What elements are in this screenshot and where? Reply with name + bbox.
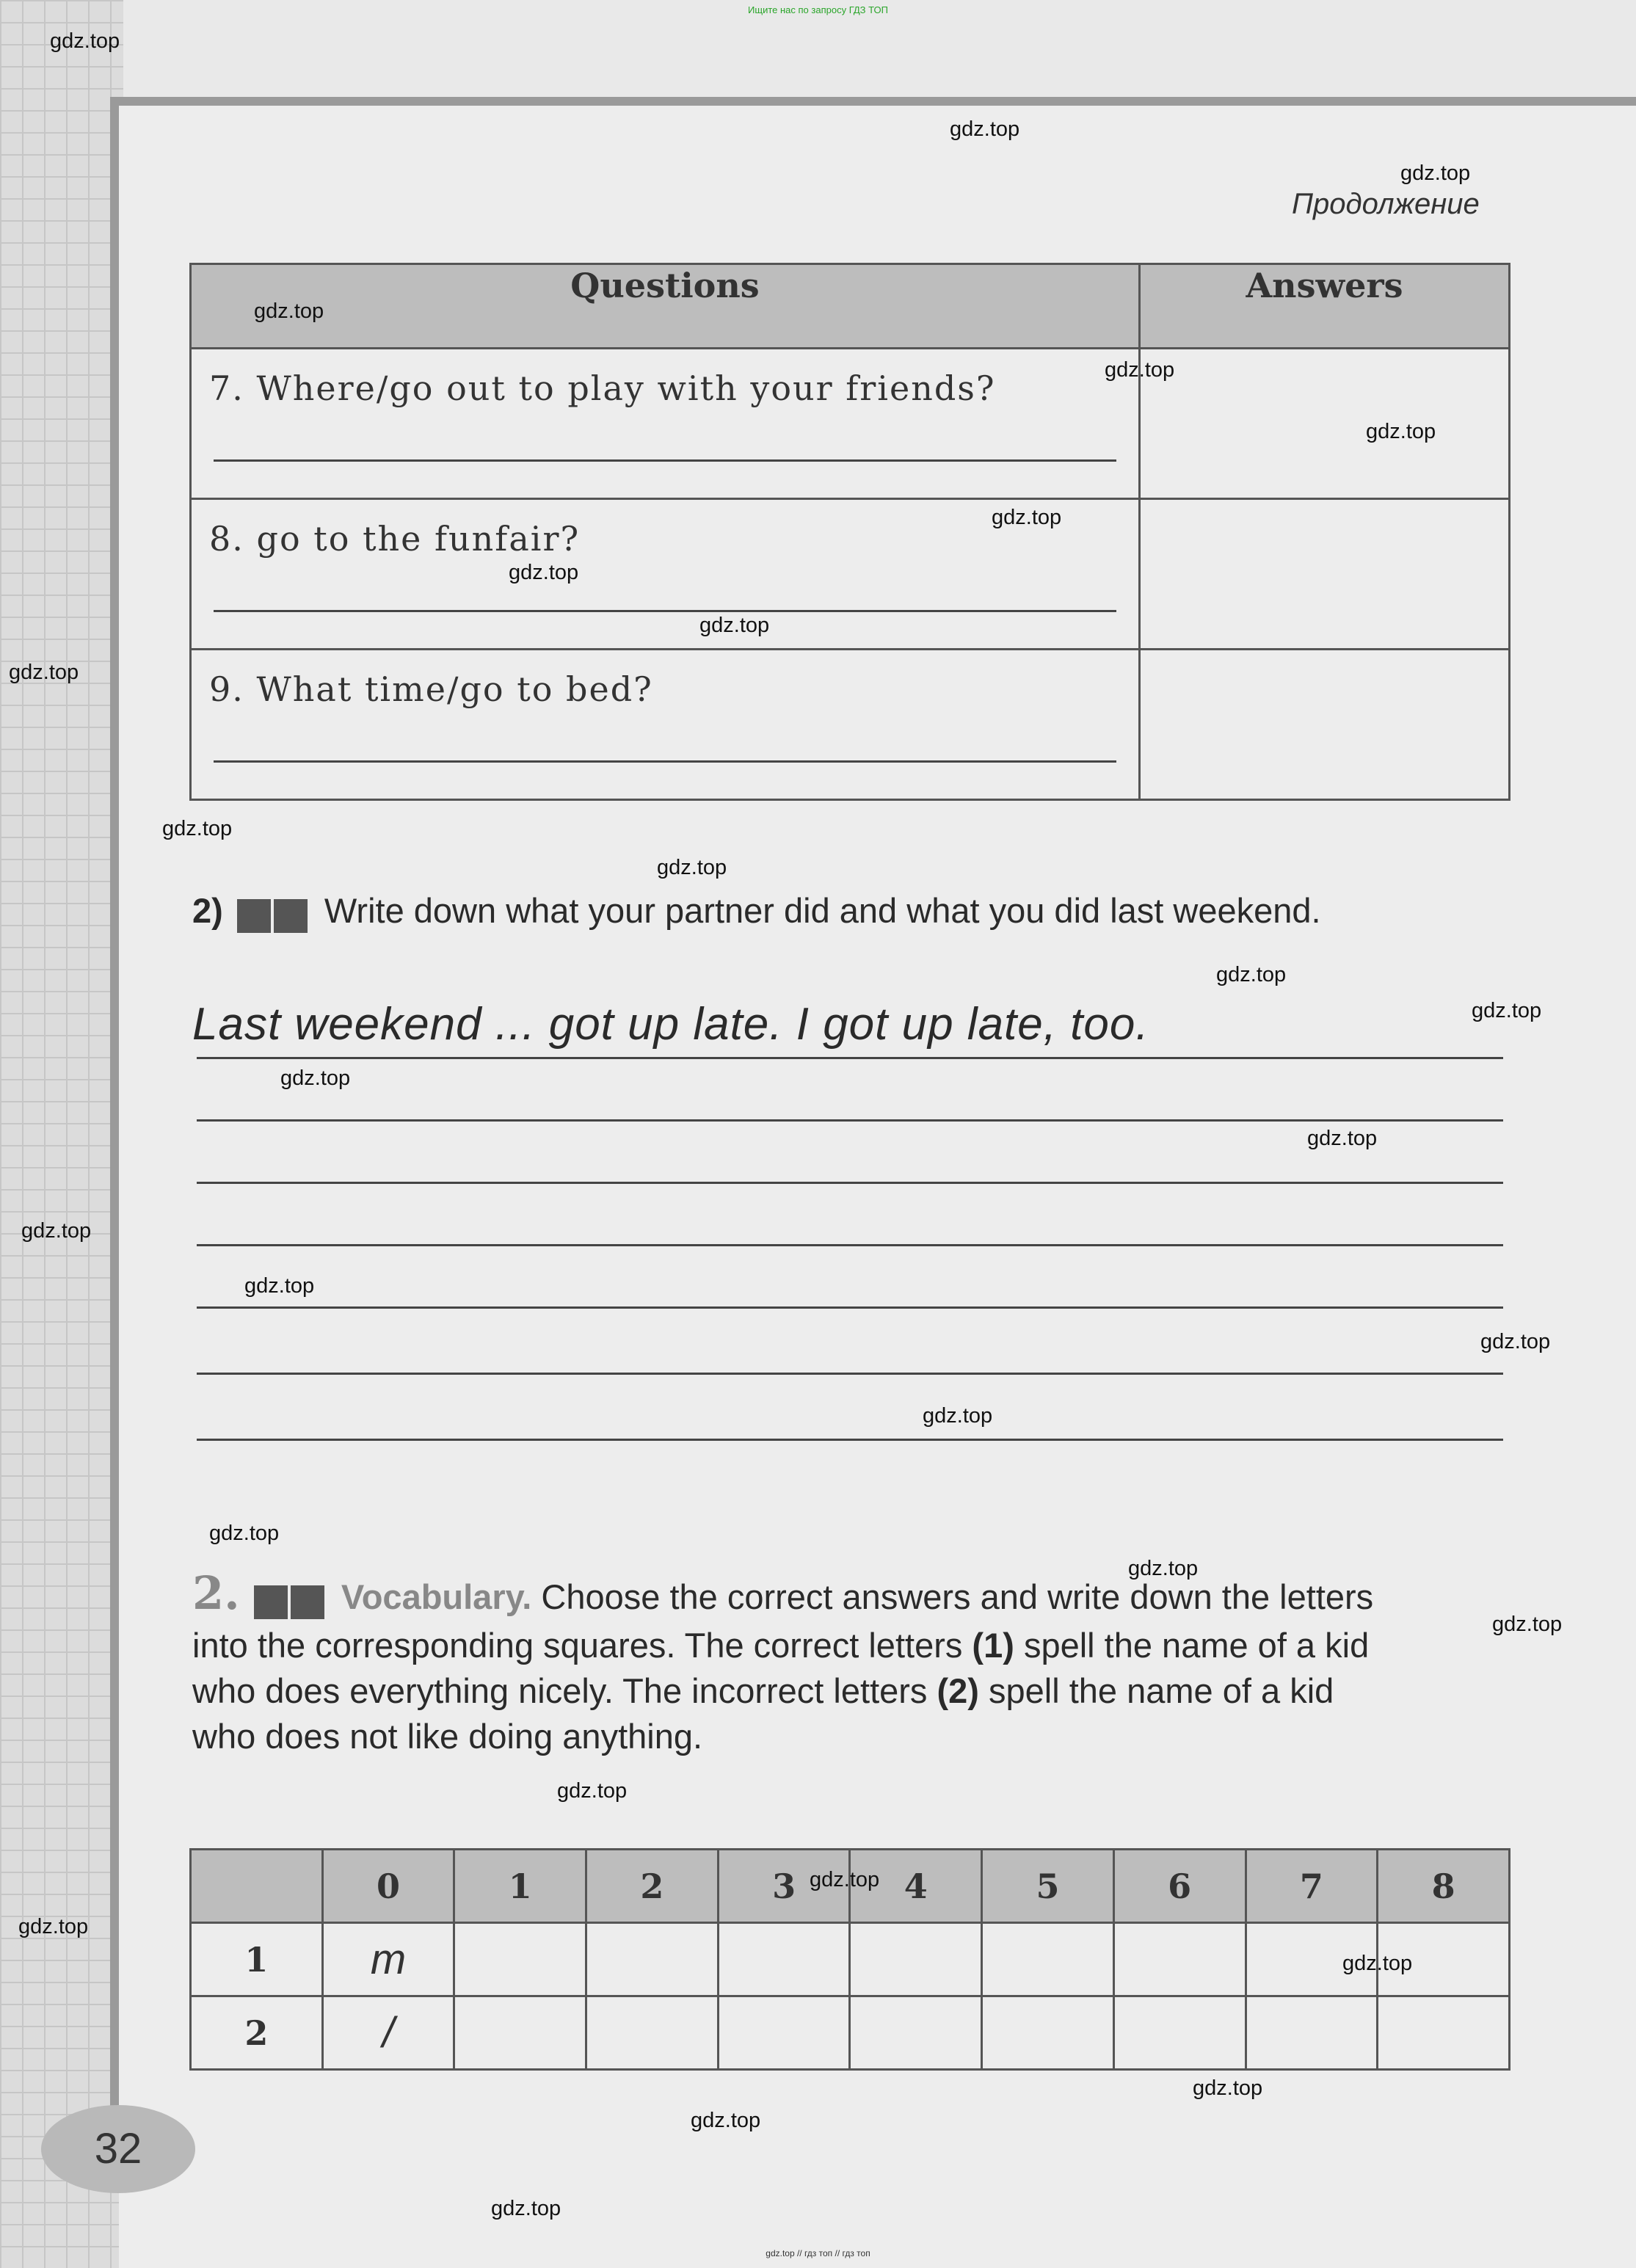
watermark: gdz.top bbox=[691, 2109, 761, 2132]
watermark: gdz.top bbox=[254, 299, 324, 323]
writing-line[interactable] bbox=[197, 1373, 1503, 1375]
mark-1: (1) bbox=[972, 1625, 1014, 1665]
question-cell bbox=[191, 349, 1140, 499]
grid-col-header: 3 bbox=[718, 1850, 850, 1923]
home-icon bbox=[237, 899, 271, 933]
grid-cell[interactable] bbox=[982, 1996, 1114, 2070]
exercise-text-part: spell the name of a kid who does not like doing anything. bbox=[192, 1671, 1334, 1756]
watermark: gdz.top bbox=[1366, 420, 1436, 443]
grid-cell[interactable] bbox=[718, 1996, 850, 2070]
grid-cell[interactable] bbox=[586, 1923, 719, 1996]
watermark: gdz.top bbox=[1480, 1330, 1551, 1353]
watermark: gdz.top bbox=[491, 2197, 561, 2220]
header-note: Ищите нас по запросу ГДЗ ТОП bbox=[748, 4, 888, 15]
writing-line[interactable] bbox=[197, 1439, 1503, 1441]
exercise-number: 2. bbox=[192, 1566, 240, 1620]
watermark: gdz.top bbox=[1105, 358, 1175, 382]
grid-cell[interactable] bbox=[850, 1996, 982, 2070]
exercise-text-part: Choose the correct answers and write down the letters into the corresponding squares. The correct letters bbox=[192, 1577, 1374, 1665]
grid-cell[interactable] bbox=[454, 1996, 586, 2070]
grid-col-header: 0 bbox=[322, 1850, 454, 1923]
watermark: gdz.top bbox=[1128, 1557, 1199, 1580]
page-number: 32 bbox=[41, 2105, 195, 2193]
writing-line[interactable] bbox=[197, 1306, 1503, 1309]
grid-cell[interactable] bbox=[1246, 1996, 1378, 2070]
grid-cell[interactable] bbox=[718, 1923, 850, 1996]
writing-line[interactable] bbox=[197, 1119, 1503, 1122]
questions-header: Questions bbox=[191, 264, 1140, 349]
watermark: gdz.top bbox=[699, 614, 770, 637]
grid-corner bbox=[191, 1850, 323, 1923]
watermark: gdz.top bbox=[992, 506, 1062, 529]
grid-cell[interactable]: / bbox=[322, 1996, 454, 2070]
grid-cell[interactable] bbox=[850, 1923, 982, 1996]
footer-note: gdz.top // гдз топ // гдз топ bbox=[766, 2248, 870, 2258]
handwritten-example: Last weekend ... got up late. I got up late, too. bbox=[192, 999, 1149, 1050]
vocabulary-label: Vocabulary. bbox=[341, 1577, 532, 1616]
writing-line[interactable] bbox=[197, 1057, 1503, 1059]
watermark: gdz.top bbox=[18, 1915, 89, 1938]
grid-col-header: 1 bbox=[454, 1850, 586, 1923]
watermark: gdz.top bbox=[1216, 963, 1287, 986]
grid-col-header: 7 bbox=[1246, 1850, 1378, 1923]
class-icon bbox=[274, 899, 308, 933]
grid-cell[interactable] bbox=[1113, 1923, 1246, 1996]
grid-row-label: 1 bbox=[191, 1923, 323, 1996]
grid-col-header: 2 bbox=[586, 1850, 719, 1923]
watermark: gdz.top bbox=[280, 1066, 351, 1090]
grid-col-header: 6 bbox=[1113, 1850, 1246, 1923]
home-and-class-icons bbox=[254, 1577, 327, 1623]
question-text: 7. Where/go out to play with your friends? bbox=[209, 368, 996, 408]
watermark: gdz.top bbox=[1307, 1127, 1378, 1150]
watermark: gdz.top bbox=[9, 661, 79, 684]
watermark: gdz.top bbox=[557, 1779, 628, 1803]
exercise-text-part: spell the name of a kid who does everything nicely. The incorrect letters bbox=[192, 1625, 1370, 1710]
question-text: 9. What time/go to bed? bbox=[209, 669, 653, 709]
watermark: gdz.top bbox=[1492, 1613, 1563, 1636]
watermark: gdz.top bbox=[21, 1219, 92, 1243]
mark-2: (2) bbox=[937, 1671, 979, 1710]
question-text: 8. go to the funfair? bbox=[209, 519, 581, 559]
watermark: gdz.top bbox=[244, 1274, 315, 1298]
grid-cell[interactable] bbox=[586, 1996, 719, 2070]
margin-rule-horizontal bbox=[110, 97, 1636, 106]
answers-header: Answers bbox=[1140, 264, 1510, 349]
watermark: gdz.top bbox=[657, 856, 727, 879]
class-icon bbox=[291, 1585, 324, 1619]
writing-line bbox=[214, 610, 1116, 612]
answer-cell[interactable] bbox=[1140, 499, 1510, 650]
task-number: 2) bbox=[192, 891, 223, 930]
grid-cell[interactable]: m bbox=[322, 1923, 454, 1996]
grid-col-header: 8 bbox=[1378, 1850, 1510, 1923]
grid-cell[interactable] bbox=[454, 1923, 586, 1996]
questions-table bbox=[189, 263, 1510, 801]
home-and-class-icons bbox=[237, 891, 310, 937]
grid-row-label: 2 bbox=[191, 1996, 323, 2070]
grid-col-header: 4 bbox=[850, 1850, 982, 1923]
answer-cell[interactable] bbox=[1140, 349, 1510, 499]
watermark: gdz.top bbox=[950, 117, 1020, 141]
watermark: gdz.top bbox=[1193, 2076, 1263, 2100]
grid-cell[interactable] bbox=[982, 1923, 1114, 1996]
watermark: gdz.top bbox=[162, 817, 233, 840]
watermark: gdz.top bbox=[509, 561, 579, 584]
grid-col-header: 5 bbox=[982, 1850, 1114, 1923]
answer-cell[interactable] bbox=[1140, 650, 1510, 800]
watermark: gdz.top bbox=[1400, 161, 1471, 185]
task-text: Write down what your partner did and what you did last weekend. bbox=[324, 891, 1321, 930]
question-cell bbox=[191, 650, 1140, 800]
writing-line bbox=[214, 459, 1116, 462]
watermark: gdz.top bbox=[810, 1868, 880, 1891]
writing-line bbox=[214, 760, 1116, 763]
grid-cell[interactable] bbox=[1113, 1996, 1246, 2070]
writing-line[interactable] bbox=[197, 1182, 1503, 1184]
watermark: gdz.top bbox=[209, 1522, 280, 1545]
task-2-instruction bbox=[192, 888, 1396, 937]
watermark: gdz.top bbox=[1342, 1952, 1413, 1975]
watermark: gdz.top bbox=[923, 1404, 993, 1428]
continuation-label: Продолжение bbox=[1292, 188, 1480, 220]
watermark: gdz.top bbox=[50, 29, 120, 53]
margin-rule-vertical bbox=[110, 103, 119, 2158]
writing-line[interactable] bbox=[197, 1244, 1503, 1246]
home-icon bbox=[254, 1585, 288, 1619]
watermark: gdz.top bbox=[1472, 999, 1542, 1022]
grid-cell[interactable] bbox=[1378, 1996, 1510, 2070]
